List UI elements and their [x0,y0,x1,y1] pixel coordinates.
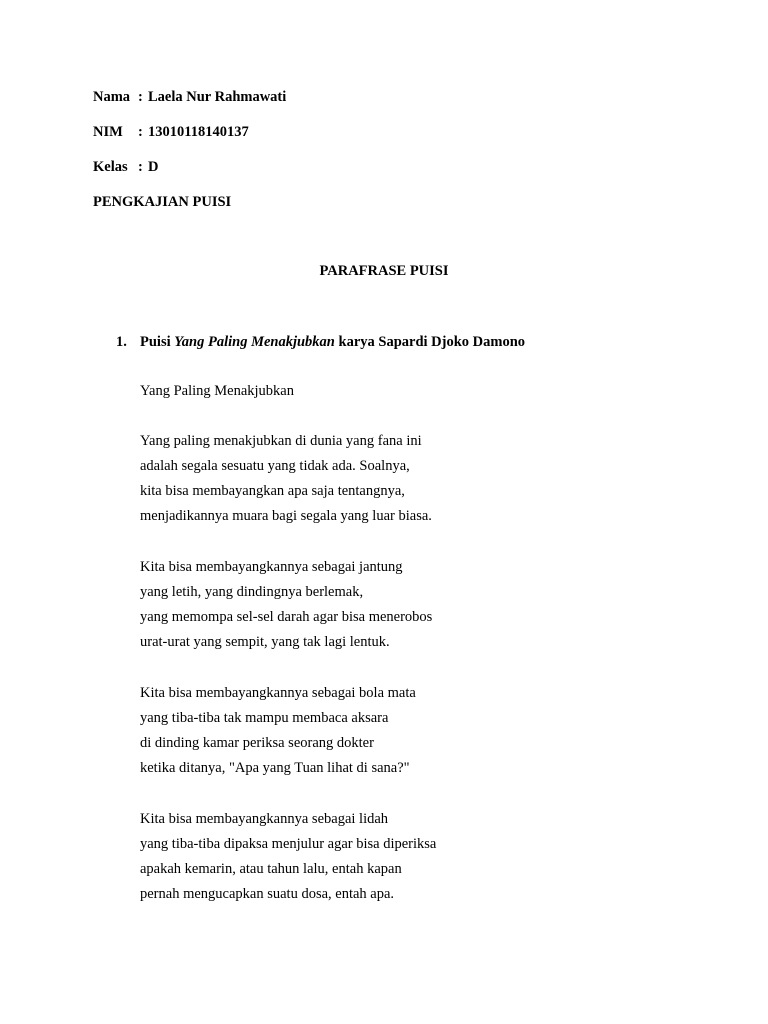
field-kelas-label: Kelas [93,159,128,175]
field-kelas [93,158,158,176]
field-nama-label: Nama [93,89,131,105]
section-title: PENGKAJIAN PUISI [93,194,232,210]
poem-line: Kita bisa membayangkannya sebagai bola mata [140,685,416,701]
center-title: PARAFRASE PUISI [319,263,449,279]
list-item-number: 1. [116,334,127,350]
poem-line: pernah mengucapkan suatu dosa, entah apa. [140,886,395,902]
poem-title: Yang Paling Menakjubkan [140,383,294,399]
field-nim [93,123,249,141]
field-nim-label: NIM [93,124,123,140]
poem-line: menjadikannya muara bagi segala yang luar biasa. [140,508,432,524]
list-item-prefix: Puisi [140,334,171,350]
list-item-italic-title: Yang Paling Menakjubkan [174,334,335,350]
poem-line: apakah kemarin, atau tahun lalu, entah kapan [140,861,402,877]
field-nama-value: Laela Nur Rahmawati [148,89,287,105]
poem-line: yang memompa sel-sel darah agar bisa menerobos [140,609,433,625]
poem-line: di dinding kamar periksa seorang dokter [140,735,374,751]
poem-line: Yang paling menakjubkan di dunia yang fana ini [140,433,422,449]
poem-line: ketika ditanya, "Apa yang Tuan lihat di sana?" [140,760,410,776]
field-nim-value: 13010118140137 [148,124,249,140]
poem-line: yang letih, yang dindingnya berlemak, [140,584,364,600]
field-nama-separator: : [138,89,143,105]
field-kelas-separator: : [138,159,143,175]
poem-line: Kita bisa membayangkannya sebagai jantung [140,559,403,575]
field-nama [93,88,286,106]
stanza-4 [140,810,436,910]
stanza-2 [140,558,432,658]
poem-line: urat-urat yang sempit, yang tak lagi lentuk. [140,634,390,650]
field-nim-separator: : [138,124,143,140]
stanza-3 [140,684,416,784]
stanza-1 [140,432,432,532]
poem-line: yang tiba-tiba tak mampu membaca aksara [140,710,389,726]
poem-line: Kita bisa membayangkannya sebagai lidah [140,811,389,827]
poem-line: kita bisa membayangkan apa saja tentangnya, [140,483,405,499]
list-item-1 [116,333,525,351]
poem-line: yang tiba-tiba dipaksa menjulur agar bisa diperiksa [140,836,437,852]
field-kelas-value: D [148,159,159,175]
list-item-suffix: karya Sapardi Djoko Damono [338,334,526,350]
poem-line: adalah segala sesuatu yang tidak ada. Soalnya, [140,458,410,474]
